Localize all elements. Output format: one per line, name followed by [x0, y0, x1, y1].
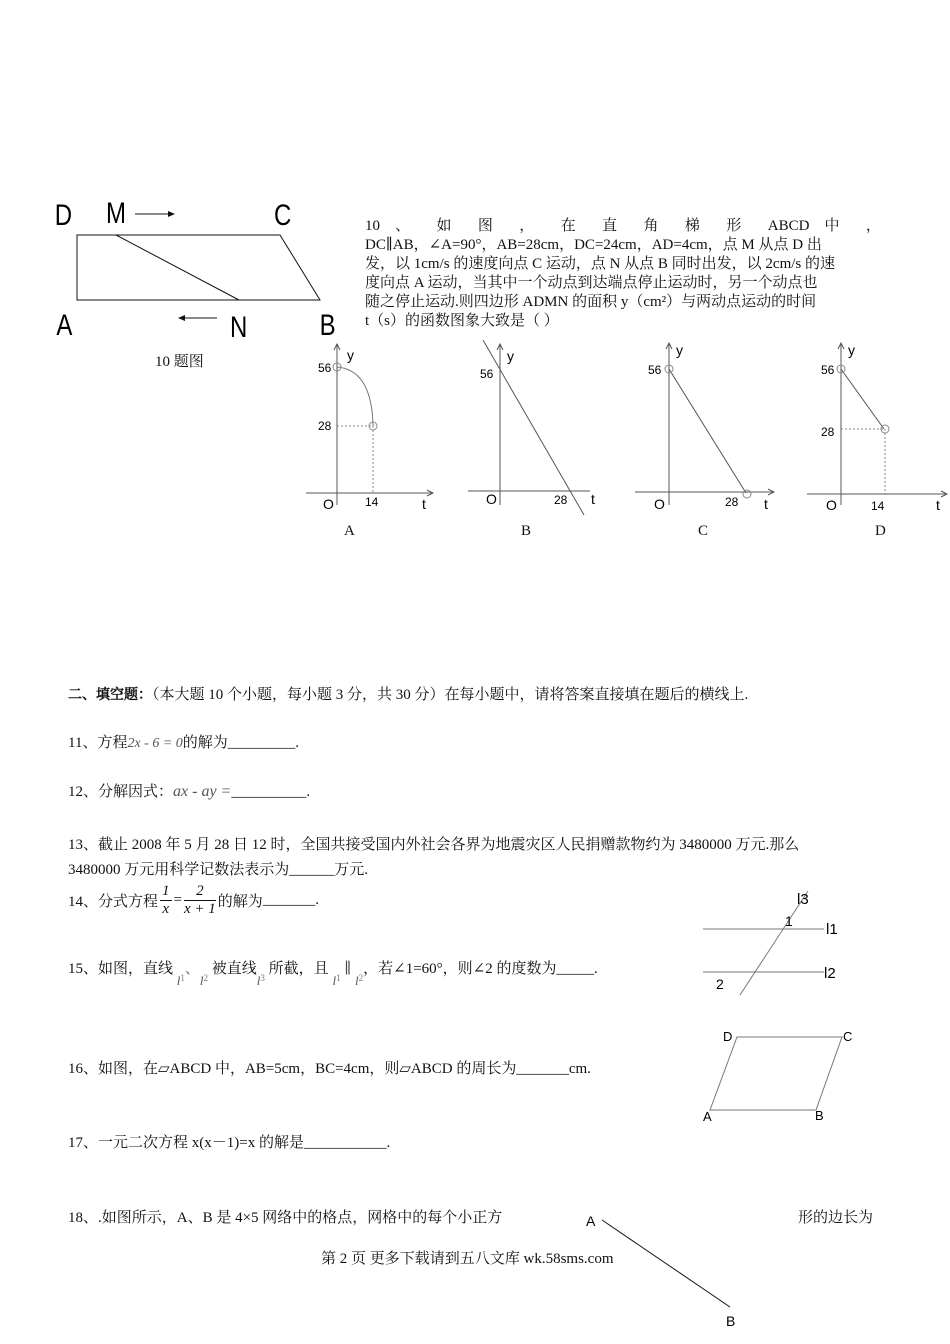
graph-D-origin: O [826, 497, 837, 513]
graph-C-tick-56: 56 [648, 363, 662, 377]
fig10-label-C: C [274, 197, 292, 232]
fig10-label-A: A [56, 307, 73, 342]
q15-p1: 15、如图，直线 [68, 961, 174, 977]
q15-l1: l [176, 973, 181, 988]
q14-f1-den: x [162, 901, 170, 917]
graph-B-y-label: y [507, 348, 514, 364]
q10-line1-word: 中 [824, 218, 851, 234]
q15-fig-angle-2: 2 [716, 976, 724, 992]
graph-B-line [483, 340, 584, 515]
q11-end: . [295, 735, 300, 751]
q12-prefix: 12、分解因式： [68, 784, 174, 800]
q17-blank: ___________ [303, 1135, 387, 1151]
q10-line1 [365, 217, 881, 236]
q16-fig-B: B [815, 1108, 824, 1123]
q10-line1-word: 在 [560, 218, 588, 234]
q10-line2: DC∥AB，∠A=90°，AB=28cm，DC=24cm，AD=4cm，点 M 从点 D 出 [365, 237, 822, 253]
q14-fraction-2 [184, 883, 216, 918]
q13-blank: ______ [289, 862, 335, 878]
q11-expr: 2x - 6 = 0 [127, 736, 183, 751]
question-18-left: 18、.如图所示，A、B 是 4×5 网络中的格点，网格中的每个小正方 [68, 1210, 503, 1226]
q10-line1-word: 梯 [684, 218, 712, 234]
q10-line1-word: 图 [477, 218, 505, 234]
q10-line5: 随之停止运动.则四边形 ADMN 的面积 y（cm²）与两动点运动的时间 [365, 294, 817, 310]
graph-A-curve [337, 367, 373, 426]
graph-B-x-label: t [591, 491, 595, 507]
graph-B-origin: O [486, 491, 497, 507]
q14-eq: = [173, 892, 182, 908]
q11-blank: _________ [227, 735, 296, 751]
graph-C [633, 340, 783, 515]
page-footer: 第 2 页 更多下载请到五八文库 wk.58sms.com [321, 1251, 614, 1267]
q18-fig-A: A [586, 1213, 596, 1229]
q16-suffix: cm. [568, 1061, 591, 1077]
q14-f1-num: 1 [162, 883, 170, 899]
q16-prefix: 16、如图，在▱ABCD 中，AB=5cm，BC=4cm，则▱ABCD 的周长为 [68, 1061, 517, 1077]
q15-fig-l2: l2 [824, 965, 836, 982]
graph-D-x-label: t [936, 497, 940, 513]
graph-D-y-label: y [848, 342, 855, 358]
q14-prefix: 14、分式方程 [68, 894, 159, 910]
q15-l1b: l [332, 973, 337, 988]
parallelogram-ABCD [710, 1037, 842, 1110]
q10-line1-word: 、 [395, 218, 422, 234]
fig10-label-N: N [229, 309, 248, 344]
arrow-right-head-icon [168, 211, 175, 217]
q15-fig-l3: l3 [797, 891, 809, 908]
q10-line1-word: 如 [436, 218, 463, 234]
q15-end: . [593, 961, 598, 977]
q15-fig-l1: l1 [826, 921, 838, 938]
q15-sep: 、 [184, 961, 200, 977]
q15-fig-angle-1: 1 [785, 913, 793, 929]
q15-p4: ，若∠1=60°，则∠2 的度数为 [363, 961, 557, 977]
section-2-title: 二、填空题： [68, 686, 152, 702]
graph-D-line [841, 369, 884, 429]
segment-MN [116, 235, 239, 300]
graph-C-y-label: y [676, 342, 683, 358]
trapezoid-ADMN [77, 235, 320, 300]
graph-C-line [669, 369, 746, 493]
graph-A-tick-56: 56 [318, 361, 332, 375]
q10-line4: 度向点 A 运动，当其中一个动点到达端点停止运动时，另一个动点也 [365, 275, 818, 291]
graph-B [466, 340, 616, 515]
question-15 [68, 957, 598, 989]
q10-line1-word: 形 [726, 218, 753, 234]
question-10 [365, 217, 881, 331]
q13-suffix: 万元. [334, 862, 369, 878]
q14-f2-num: 2 [184, 883, 216, 901]
segment-AB [602, 1220, 730, 1307]
fig10-label-B: B [319, 307, 336, 342]
q14-suffix: 的解为 [217, 894, 263, 910]
q16-parallelogram-figure [700, 1025, 860, 1125]
q11-suffix: 的解为 [182, 735, 228, 751]
q11-prefix: 11、方程 [68, 735, 128, 751]
q15-l3-sub: 3 [260, 973, 265, 983]
graph-A-x-label: t [422, 496, 426, 512]
q14-fraction-1 [160, 883, 172, 918]
graph-C-origin: O [654, 496, 665, 512]
q15-figure [700, 888, 850, 998]
graph-B-tick-28: 28 [554, 493, 568, 507]
q15-l2b: l [355, 973, 359, 988]
q18-figure [580, 1210, 750, 1340]
q18-fig-B: B [726, 1313, 736, 1329]
question-17 [68, 1131, 390, 1152]
q10-line1-word: ABCD [767, 218, 810, 234]
q12-end: . [306, 784, 311, 800]
question-13-line1: 13、截止 2008 年 5 月 28 日 12 时，全国共接受国内外社会各界为地震灾区人民捐赠款物约为 3480000 万元.那么 [68, 837, 800, 853]
q15-blank: _____ [556, 961, 594, 977]
open-point-icon [743, 490, 751, 498]
q10-line1-word: 角 [643, 218, 670, 234]
graph-A [300, 340, 450, 515]
graph-C-letter: C [698, 523, 709, 539]
q17-end: . [386, 1135, 391, 1151]
q16-fig-A: A [703, 1109, 712, 1124]
graph-A-tick-14: 14 [365, 495, 379, 509]
q17-text: 17、一元二次方程 x(x－1)=x 的解是 [68, 1135, 304, 1151]
question-18-right: 形的边长为 [798, 1210, 874, 1226]
question-11 [68, 731, 299, 752]
q13-prefix: 3480000 万元用科学记数法表示为 [68, 862, 290, 878]
q14-blank: _______ [262, 892, 316, 908]
q10-line1-word: ， [865, 218, 881, 234]
graph-D-letter: D [875, 523, 886, 539]
q15-p2: 被直线 [211, 961, 257, 977]
q10-line3: 发，以 1cm/s 的速度向点 C 运动，点 N 从点 B 同时出发，以 2cm/s 的速 [365, 256, 836, 272]
fig10-label-D: D [54, 197, 73, 232]
section-2-desc: （本大题 10 个小题，每小题 3 分，共 30 分）在每小题中，请将答案直接填在题后的横线上. [152, 687, 749, 703]
q16-fig-C: C [843, 1029, 853, 1044]
graph-C-x-label: t [764, 496, 768, 512]
q15-l2: l [199, 973, 204, 988]
graph-D-tick-14: 14 [871, 499, 885, 513]
graph-C-tick-28: 28 [725, 495, 739, 509]
graph-A-y-label: y [347, 347, 354, 363]
graph-B-tick-56: 56 [480, 367, 494, 381]
q15-l3: l [256, 973, 261, 988]
section-2-heading [68, 683, 748, 704]
graph-D-tick-56: 56 [821, 363, 835, 377]
fig10-label-M: M [106, 195, 126, 230]
graph-D-tick-28: 28 [821, 425, 835, 439]
q14-f2-den: x + 1 [183, 901, 216, 917]
graph-A-letter: A [344, 523, 355, 539]
q10-line6: t（s）的函数图象大致是（ ） [365, 313, 559, 329]
q14-end: . [315, 892, 320, 908]
arrow-left-head-icon [178, 315, 185, 321]
q15-l1b-sub: 1 [336, 973, 341, 983]
q10-line1-word: 10 [365, 218, 380, 234]
graph-A-tick-28: 28 [318, 419, 332, 433]
q15-parallel: ∥ [344, 961, 352, 977]
question-14 [68, 883, 319, 918]
graph-B-letter: B [521, 523, 532, 539]
q10-line1-word: 直 [602, 218, 629, 234]
q15-l2b-sub: 2 [358, 973, 364, 983]
q15-l2-sub: 2 [203, 973, 209, 983]
graph-A-origin: O [323, 496, 334, 512]
graph-D [805, 340, 950, 515]
q12-blank: __________ [231, 784, 307, 800]
q12-expr: ax - ay = [173, 783, 232, 800]
q16-fig-D: D [723, 1029, 733, 1044]
q16-blank: _______ [516, 1061, 569, 1077]
fig10-caption: 10 题图 [155, 354, 204, 370]
question-12 [68, 780, 310, 801]
q10-trapezoid-figure [50, 195, 350, 345]
q15-p3: 所截，且 [268, 961, 329, 977]
question-13-line2 [68, 858, 368, 879]
q15-l1-sub: 1 [180, 973, 185, 983]
q10-line1-word: ， [519, 218, 546, 234]
question-16 [68, 1057, 591, 1078]
